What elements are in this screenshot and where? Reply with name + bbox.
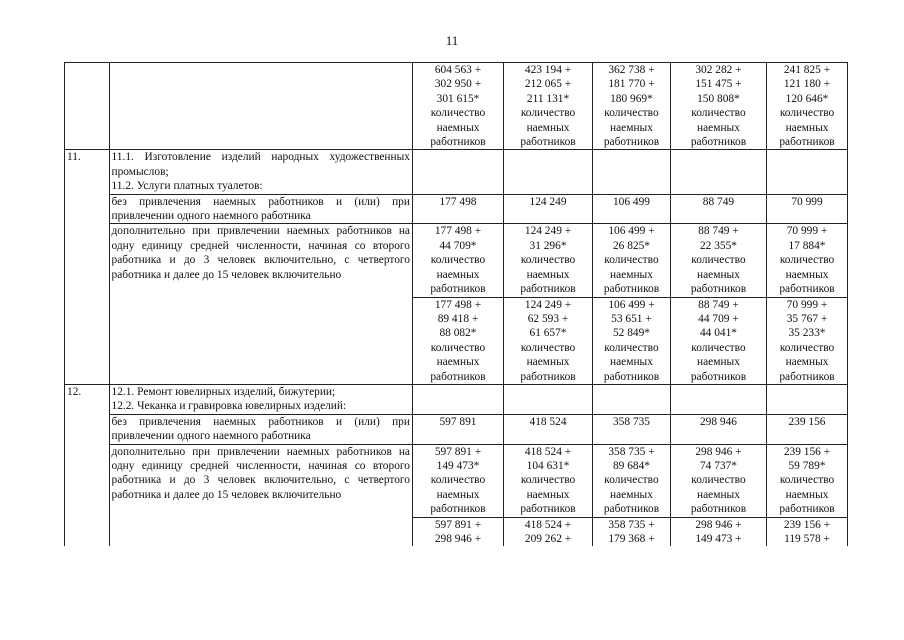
- amount-line: 150 808*: [697, 92, 740, 105]
- empty-cell: [504, 384, 593, 414]
- amount-line: 89 418 +: [437, 312, 479, 325]
- unit-label-line: наемных: [697, 356, 740, 369]
- amount-line: 597 891 +: [434, 518, 482, 531]
- value-cell: 298 946: [670, 414, 766, 444]
- amount-line: 22 355*: [699, 239, 737, 252]
- amount-line: 209 262 +: [524, 533, 572, 545]
- unit-label-line: работников: [690, 136, 747, 149]
- amount-line: 604 563 +: [434, 64, 482, 76]
- unit-label-line: количество: [520, 341, 576, 354]
- empty-cell: [412, 384, 503, 414]
- amount-line: 298 946 +: [434, 533, 482, 545]
- amount-line: 120 646*: [785, 92, 829, 105]
- value-cell: [504, 517, 593, 546]
- amount-line: 212 065 +: [524, 78, 572, 91]
- amount-line: 88 749 +: [698, 225, 739, 238]
- unit-label-line: наемных: [610, 356, 653, 369]
- unit-label-line: количество: [604, 474, 659, 487]
- unit-label-line: работников: [779, 370, 835, 383]
- value-cell: 358 735: [593, 414, 671, 444]
- amount-line: 104 631*: [526, 459, 570, 472]
- unit-label-line: наемных: [785, 268, 829, 281]
- value-cell: [767, 297, 848, 384]
- amount-line: 26 825*: [612, 239, 650, 252]
- unit-label-line: наемных: [526, 268, 570, 281]
- table-row: [65, 63, 848, 150]
- empty-cell: [593, 384, 671, 414]
- value-cell: 106 499: [593, 194, 671, 224]
- table-row: [65, 414, 848, 444]
- unit-label-line: наемных: [697, 121, 740, 134]
- unit-label-line: работников: [603, 283, 660, 296]
- unit-label-line: работников: [520, 503, 576, 516]
- amount-line: 62 593 +: [527, 312, 569, 325]
- table-row: [65, 150, 848, 194]
- unit-label-line: количество: [430, 341, 486, 354]
- unit-label-line: количество: [691, 107, 746, 120]
- empty-cell: [593, 150, 671, 194]
- page-number: 11: [445, 33, 459, 48]
- unit-label-line: работников: [430, 503, 486, 516]
- value-cell: [593, 297, 671, 384]
- unit-label-line: наемных: [436, 356, 480, 369]
- unit-label-line: наемных: [697, 488, 740, 501]
- unit-label-line: количество: [520, 254, 576, 267]
- unit-label-line: работников: [603, 503, 660, 516]
- amount-line: 302 282 +: [695, 64, 742, 76]
- unit-label-line: количество: [430, 107, 486, 120]
- unit-label-line: работников: [690, 370, 747, 383]
- section-title-line: 11.1. Изготовление изделий народных художественных промыслов;: [111, 151, 410, 178]
- amount-line: 298 946 +: [695, 445, 742, 458]
- unit-label-line: наемных: [610, 268, 653, 281]
- unit-label-line: наемных: [526, 121, 570, 134]
- amount-line: 179 368 +: [608, 533, 655, 545]
- value-cell: [504, 297, 593, 384]
- value-cell: [767, 444, 848, 517]
- section-title-cell: [109, 384, 412, 414]
- description-cell: [109, 63, 412, 150]
- unit-label-line: работников: [603, 370, 660, 383]
- amount-line: 119 578 +: [784, 533, 830, 545]
- description-cell: без привлечения наемных работников и (или) при привлечении одного наемного работника: [109, 414, 412, 444]
- amount-line: 35 767 +: [786, 312, 828, 325]
- table-row: [65, 194, 848, 224]
- value-cell: 239 156: [767, 414, 848, 444]
- amount-line: 301 615*: [436, 92, 480, 105]
- value-cell: [593, 63, 671, 150]
- unit-label-line: работников: [520, 136, 576, 149]
- row-number-cell: 11.: [65, 150, 110, 385]
- unit-label-line: количество: [430, 474, 486, 487]
- value-cell: [412, 224, 503, 297]
- value-cell: [504, 63, 593, 150]
- unit-label-line: количество: [779, 341, 835, 354]
- value-cell: [767, 517, 848, 546]
- amount-line: 44 709*: [439, 239, 477, 252]
- unit-label-line: наемных: [785, 488, 829, 501]
- value-cell: [504, 444, 593, 517]
- amount-line: 17 884*: [788, 239, 826, 252]
- table-row: [65, 384, 848, 414]
- value-cell: [767, 63, 848, 150]
- unit-label-line: количество: [430, 254, 486, 267]
- amount-line: 88 082*: [439, 327, 477, 340]
- empty-cell: [412, 150, 503, 194]
- amount-line: 106 499 +: [608, 298, 655, 311]
- amount-line: 106 499 +: [608, 225, 655, 238]
- amount-line: 44 041*: [699, 327, 737, 340]
- unit-label-line: количество: [520, 107, 576, 120]
- amount-line: 31 296*: [529, 239, 567, 252]
- amount-line: 124 249 +: [524, 298, 572, 311]
- unit-label-line: работников: [520, 283, 576, 296]
- value-cell: [593, 224, 671, 297]
- amount-line: 418 524 +: [524, 518, 572, 531]
- amount-line: 53 651 +: [611, 312, 652, 325]
- unit-label-line: работников: [430, 370, 486, 383]
- unit-label-line: количество: [779, 474, 835, 487]
- value-cell: [670, 224, 766, 297]
- unit-label-line: наемных: [526, 488, 570, 501]
- table-row: [65, 224, 848, 297]
- unit-label-line: работников: [779, 503, 835, 516]
- amount-line: 44 709 +: [698, 312, 739, 325]
- unit-label-line: работников: [779, 283, 835, 296]
- value-cell: [767, 224, 848, 297]
- amount-line: 302 950 +: [434, 78, 482, 91]
- amount-line: 121 180 +: [783, 78, 831, 91]
- description-cell: дополнительно при привлечении наемных работников на одну единицу средней численности, начиная со второго работника и до 3 человек включительно, с четвертого работника и далее до 15 человек включительно: [109, 224, 412, 384]
- value-cell: [670, 297, 766, 384]
- amount-line: 362 738 +: [608, 64, 655, 76]
- unit-label-line: работников: [430, 283, 486, 296]
- table-row: [65, 444, 848, 517]
- unit-label-line: наемных: [610, 488, 653, 501]
- value-cell: [412, 297, 503, 384]
- value-cell: [412, 517, 503, 546]
- empty-cell: [670, 150, 766, 194]
- value-cell: 418 524: [504, 414, 593, 444]
- unit-label-line: наемных: [436, 121, 480, 134]
- unit-label-line: наемных: [436, 488, 480, 501]
- row-number-cell: [65, 63, 110, 150]
- amount-line: 211 131*: [526, 92, 570, 105]
- value-cell: [593, 444, 671, 517]
- amount-line: 358 735 +: [608, 445, 655, 458]
- amount-line: 61 657*: [529, 327, 567, 340]
- unit-label-line: количество: [691, 474, 746, 487]
- unit-label-line: наемных: [526, 356, 570, 369]
- value-cell: [412, 444, 503, 517]
- empty-cell: [504, 150, 593, 194]
- unit-label-line: работников: [779, 136, 835, 149]
- value-cell: [504, 224, 593, 297]
- unit-label-line: количество: [779, 254, 835, 267]
- unit-label-line: количество: [604, 107, 659, 120]
- amount-line: 239 156 +: [783, 518, 831, 531]
- unit-label-line: работников: [603, 136, 660, 149]
- amount-line: 151 475 +: [695, 78, 742, 91]
- amount-line: 298 946 +: [695, 518, 742, 531]
- amount-line: 180 969*: [610, 92, 653, 105]
- value-cell: [412, 63, 503, 150]
- value-cell: [670, 444, 766, 517]
- value-cell: 88 749: [670, 194, 766, 224]
- unit-label-line: количество: [691, 254, 746, 267]
- tax-rate-table: [64, 62, 848, 546]
- amount-line: 124 249 +: [524, 225, 572, 238]
- row-number-cell: 12.: [65, 384, 110, 546]
- unit-label-line: количество: [691, 341, 746, 354]
- unit-label-line: наемных: [697, 268, 740, 281]
- unit-label-line: работников: [690, 283, 747, 296]
- amount-line: 59 789*: [788, 459, 826, 472]
- section-title-line: 11.2. Услуги платных туалетов:: [111, 180, 263, 193]
- unit-label-line: количество: [604, 341, 659, 354]
- value-cell: [670, 517, 766, 546]
- unit-label-line: наемных: [785, 121, 829, 134]
- amount-line: 239 156 +: [783, 445, 831, 458]
- unit-label-line: работников: [520, 370, 576, 383]
- value-cell: [593, 517, 671, 546]
- unit-label-line: наемных: [785, 356, 829, 369]
- amount-line: 177 498 +: [434, 298, 482, 311]
- unit-label-line: работников: [690, 503, 747, 516]
- amount-line: 597 891 +: [434, 445, 482, 458]
- section-title-cell: [109, 150, 412, 194]
- amount-line: 89 684*: [612, 459, 650, 472]
- amount-line: 177 498 +: [434, 225, 482, 238]
- unit-label-line: работников: [430, 136, 486, 149]
- unit-label-line: количество: [520, 474, 576, 487]
- amount-line: 358 735 +: [608, 518, 655, 531]
- amount-line: 181 770 +: [608, 78, 655, 91]
- amount-line: 88 749 +: [698, 298, 739, 311]
- amount-line: 149 473 +: [695, 533, 742, 545]
- amount-line: 423 194 +: [524, 64, 572, 76]
- section-title-line: 12.1. Ремонт ювелирных изделий, бижутерии;: [111, 385, 336, 398]
- value-cell: [670, 63, 766, 150]
- unit-label-line: количество: [604, 254, 659, 267]
- description-cell: дополнительно при привлечении наемных работников на одну единицу средней численности, начиная со второго работника и до 3 человек включительно, с четвертого работника и далее до 15 человек включительно: [109, 444, 412, 546]
- value-cell: 597 891: [412, 414, 503, 444]
- amount-line: 35 233*: [788, 327, 826, 340]
- amount-line: 418 524 +: [524, 445, 572, 458]
- amount-line: 70 999 +: [786, 225, 828, 238]
- section-title-line: 12.2. Чеканка и гравировка ювелирных изделий:: [111, 400, 347, 413]
- amount-line: 74 737*: [699, 459, 737, 472]
- amount-line: 241 825 +: [783, 64, 831, 76]
- empty-cell: [670, 384, 766, 414]
- empty-cell: [767, 150, 848, 194]
- amount-line: 149 473*: [436, 459, 480, 472]
- description-cell: без привлечения наемных работников и (или) при привлечении одного наемного работника: [109, 194, 412, 224]
- value-cell: 124 249: [504, 194, 593, 224]
- amount-line: 70 999 +: [786, 298, 828, 311]
- unit-label-line: наемных: [610, 121, 653, 134]
- unit-label-line: количество: [779, 107, 835, 120]
- empty-cell: [767, 384, 848, 414]
- unit-label-line: наемных: [436, 268, 480, 281]
- amount-line: 52 849*: [612, 327, 650, 340]
- value-cell: 70 999: [767, 194, 848, 224]
- value-cell: 177 498: [412, 194, 503, 224]
